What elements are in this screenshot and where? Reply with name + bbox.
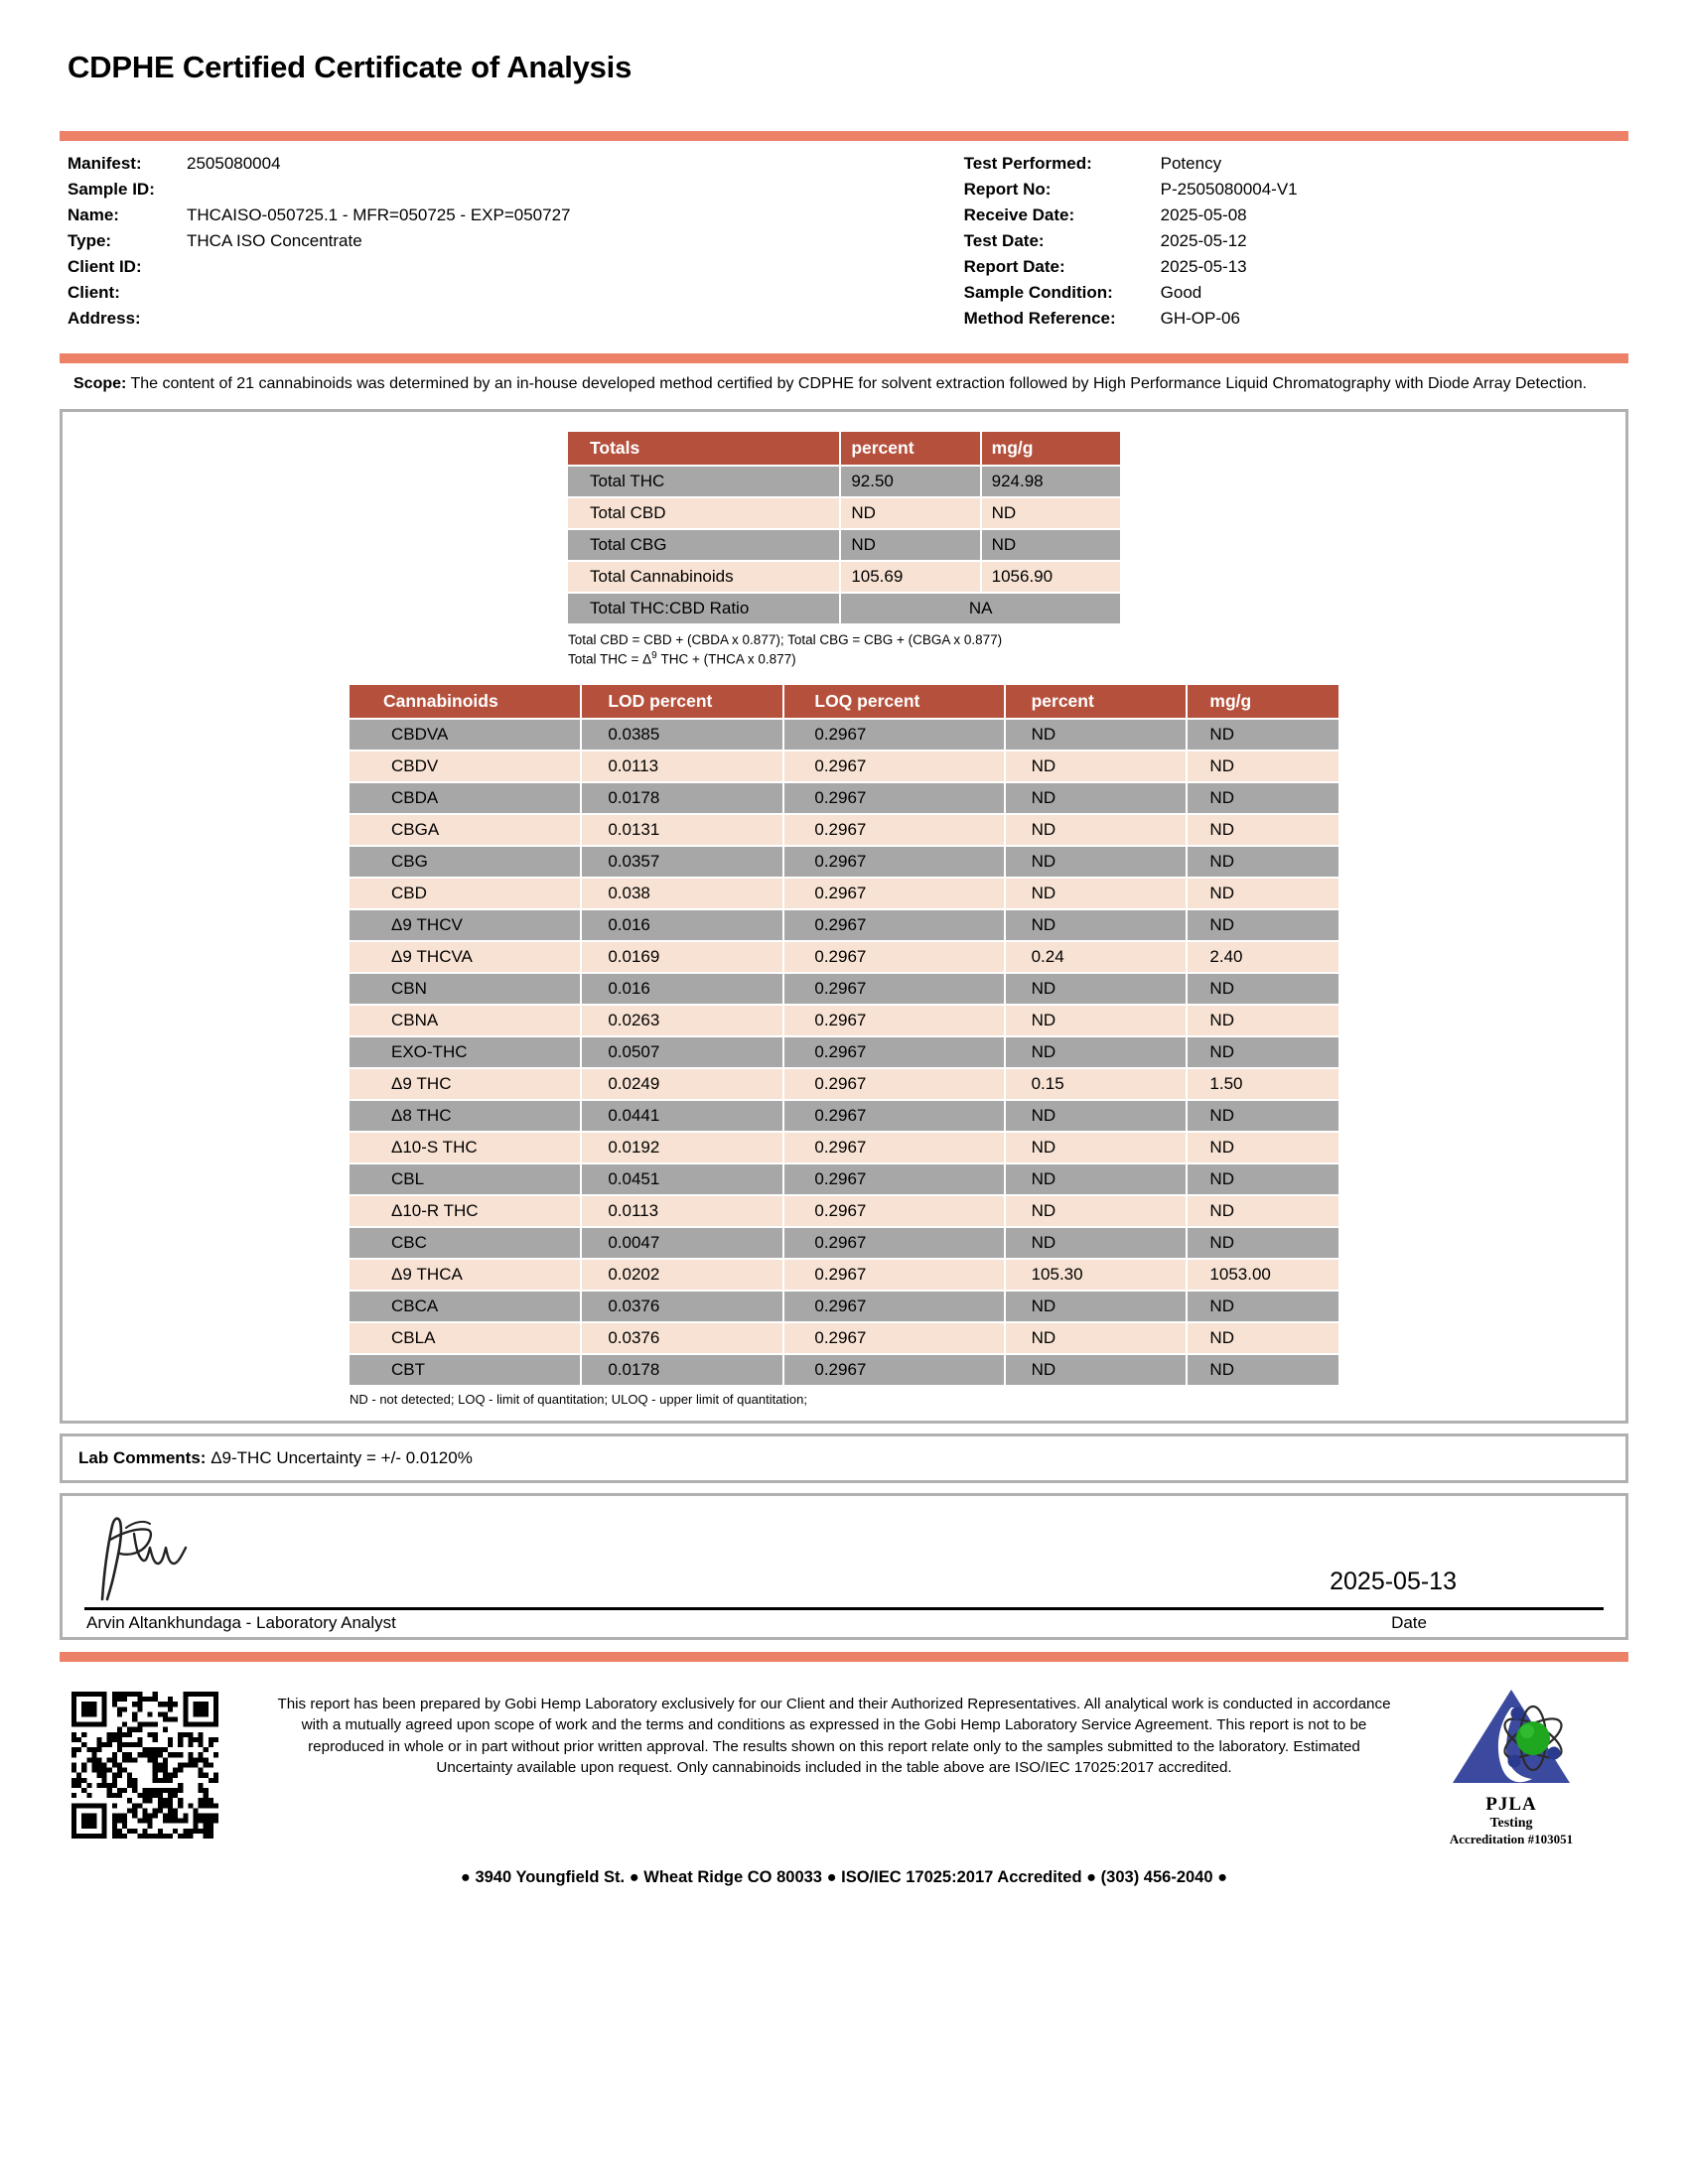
meta-value: Potency [1160,154,1222,173]
table-row [350,1101,1338,1131]
meta-label: Type: [68,231,112,250]
table-row [350,847,1338,877]
cann-cell-lod: 0.0385 [582,720,782,750]
cann-cell-name: CBDV [350,751,580,781]
cann-cell-name: Δ8 THC [350,1101,580,1131]
cann-cell-percent: ND [1006,1323,1187,1353]
meta-value: THCAISO-050725.1 - MFR=050725 - EXP=050727 [187,205,571,224]
meta-label: Receive Date: [963,205,1075,224]
qr-code[interactable] [71,1692,218,1839]
cann-cell-mgg: ND [1188,1323,1338,1353]
cann-cell-name: CBN [350,974,580,1004]
signature-line [84,1607,1604,1610]
meta-row [964,310,1628,327]
totals-table-wrap [566,430,1122,669]
table-row [350,942,1338,972]
table-row [350,1196,1338,1226]
table-row [350,815,1338,845]
cann-cell-loq: 0.2967 [784,1323,1003,1353]
formula-post: THC + (THCA x 0.877) [656,651,796,667]
cann-cell-percent: ND [1006,879,1187,908]
cann-cell-loq: 0.2967 [784,1292,1003,1321]
meta-value: P-2505080004-V1 [1160,180,1298,199]
cann-cell-loq: 0.2967 [784,1006,1003,1035]
footer [60,1684,1628,1862]
totals-cell-percent: 105.69 [841,562,979,592]
cannabinoids-table [348,683,1340,1387]
table-row [350,1164,1338,1194]
cann-cell-mgg: ND [1188,1037,1338,1067]
table-row [350,783,1338,813]
cann-cell-loq: 0.2967 [784,1164,1003,1194]
cann-cell-percent: ND [1006,1006,1187,1035]
cann-cell-mgg: ND [1188,974,1338,1004]
cann-cell-mgg: ND [1188,720,1338,750]
cann-cell-lod: 0.0263 [582,1006,782,1035]
meta-label: Address: [68,309,141,328]
totals-cell-mgg: ND [982,498,1120,528]
cann-cell-loq: 0.2967 [784,1069,1003,1099]
cann-cell-mgg: ND [1188,1006,1338,1035]
meta-row [68,284,942,301]
meta-label: Manifest: [68,154,142,173]
cann-cell-name: CBG [350,847,580,877]
cann-cell-loq: 0.2967 [784,1196,1003,1226]
cann-cell-name: Δ9 THCVA [350,942,580,972]
cann-cell-lod: 0.016 [582,910,782,940]
cann-cell-name: CBDVA [350,720,580,750]
pjla-accreditation-logo [1422,1684,1601,1847]
table-row [350,1323,1338,1353]
cannabinoids-table-wrap [348,683,1340,1407]
cann-cell-mgg: ND [1188,910,1338,940]
cann-cell-mgg: ND [1188,1196,1338,1226]
analyst-name: Arvin Altankhundaga - Laboratory Analyst [86,1612,396,1632]
meta-value: Good [1160,283,1202,302]
cann-col-lod: LOD percent [582,685,782,718]
meta-label: Report Date: [963,257,1065,276]
lab-comments-label: Lab Comments: [78,1447,207,1467]
cann-cell-name: CBCA [350,1292,580,1321]
meta-label: Test Date: [963,231,1045,250]
meta-value: 2025-05-13 [1160,257,1247,276]
cann-cell-loq: 0.2967 [784,1228,1003,1258]
table-row [350,751,1338,781]
pjla-accreditation-number: Accreditation #103051 [1449,1831,1574,1846]
table-row [350,910,1338,940]
cann-cell-loq: 0.2967 [784,1133,1003,1162]
cann-cell-loq: 0.2967 [784,751,1003,781]
totals-col-mgg: mg/g [982,432,1120,465]
totals-cell-mgg: 1056.90 [982,562,1120,592]
totals-cell-percent: ND [841,498,979,528]
table-row [350,879,1338,908]
cann-cell-loq: 0.2967 [784,1101,1003,1131]
cann-cell-lod: 0.0451 [582,1164,782,1194]
table-row [350,1069,1338,1099]
table-row-ratio [568,594,1120,623]
formula-line-1: Total CBD = CBD + (CBDA x 0.877); Total CBG = CBG + (CBGA x 0.877) [568,631,1003,647]
cann-cell-name: Δ9 THCV [350,910,580,940]
table-row [568,562,1120,592]
signature-image [90,1504,239,1613]
cann-cell-mgg: 1053.00 [1188,1260,1338,1290]
ratio-value: NA [841,594,1120,623]
cann-cell-mgg: ND [1188,815,1338,845]
signature-box [60,1493,1628,1640]
cann-cell-mgg: ND [1188,1292,1338,1321]
table-row [350,1260,1338,1290]
table-row [568,530,1120,560]
cann-cell-loq: 0.2967 [784,1037,1003,1067]
cann-cell-lod: 0.0178 [582,783,782,813]
cann-cell-name: Δ10-S THC [350,1133,580,1162]
cann-col-name: Cannabinoids [350,685,580,718]
cann-cell-mgg: ND [1188,847,1338,877]
table-row [350,1133,1338,1162]
totals-cell-percent: ND [841,530,979,560]
cann-cell-mgg: ND [1188,1164,1338,1194]
cann-cell-lod: 0.0202 [582,1260,782,1290]
table-row [350,1228,1338,1258]
meta-row [964,284,1628,301]
sample-info-left [60,155,942,336]
cann-cell-mgg: ND [1188,879,1338,908]
cann-cell-mgg: ND [1188,1228,1338,1258]
cann-cell-name: EXO-THC [350,1037,580,1067]
results-container [60,409,1628,1424]
cann-cell-name: CBT [350,1355,580,1385]
meta-label: Sample ID: [68,180,155,199]
meta-label: Report No: [963,180,1052,199]
meta-row [68,258,942,275]
cann-cell-percent: ND [1006,1355,1187,1385]
totals-cell-name: Total Cannabinoids [568,562,839,592]
cann-cell-lod: 0.0113 [582,1196,782,1226]
totals-cell-name: Total THC [568,467,839,496]
totals-formula [568,631,1122,669]
meta-label: Name: [68,205,119,224]
cann-cell-percent: ND [1006,1292,1187,1321]
cann-cell-percent: ND [1006,815,1187,845]
divider-bottom [60,1652,1628,1662]
meta-row [964,206,1628,223]
cann-cell-loq: 0.2967 [784,974,1003,1004]
meta-row [964,232,1628,249]
cann-cell-percent: ND [1006,720,1187,750]
cann-cell-loq: 0.2967 [784,815,1003,845]
cann-cell-name: CBNA [350,1006,580,1035]
table-row [568,498,1120,528]
cann-cell-loq: 0.2967 [784,847,1003,877]
cann-cell-loq: 0.2967 [784,1260,1003,1290]
signature-date: 2025-05-13 [1330,1567,1457,1595]
totals-col-percent: percent [841,432,979,465]
footer-address: ● 3940 Youngfield St. ● Wheat Ridge CO 80033 ● ISO/IEC 17025:2017 Accredited ● (303) 456-2040 ● [460,1867,1228,1886]
formula-line-2 [568,649,1122,669]
cann-cell-name: Δ9 THCA [350,1260,580,1290]
cann-cell-lod: 0.0192 [582,1133,782,1162]
cann-cell-loq: 0.2967 [784,942,1003,972]
cann-cell-lod: 0.0047 [582,1228,782,1258]
cann-cell-lod: 0.0249 [582,1069,782,1099]
lab-comments-box [60,1433,1628,1483]
cann-cell-percent: ND [1006,910,1187,940]
cann-cell-name: CBDA [350,783,580,813]
cann-cell-loq: 0.2967 [784,879,1003,908]
cann-cell-lod: 0.0507 [582,1037,782,1067]
divider-middle [60,353,1628,363]
cann-cell-mgg: ND [1188,783,1338,813]
lab-comments-text: Δ9-THC Uncertainty = +/- 0.0120% [206,1447,473,1467]
totals-cell-mgg: ND [982,530,1120,560]
meta-row [68,206,942,223]
cann-cell-lod: 0.0169 [582,942,782,972]
pjla-name: PJLA [1485,1793,1537,1815]
cann-cell-name: CBGA [350,815,580,845]
cann-cell-percent: ND [1006,751,1187,781]
scope-label: Scope: [73,375,127,392]
totals-cell-name: Total CBG [568,530,839,560]
cann-cell-percent: 0.15 [1006,1069,1187,1099]
ratio-label: Total THC:CBD Ratio [568,594,839,623]
sample-info-block [60,141,1628,345]
totals-cell-name: Total CBD [568,498,839,528]
scope-paragraph [60,363,1628,401]
cann-cell-percent: ND [1006,1037,1187,1067]
cann-cell-name: CBL [350,1164,580,1194]
meta-label: Client ID: [68,257,142,276]
cann-cell-name: CBD [350,879,580,908]
cann-cell-lod: 0.0357 [582,847,782,877]
meta-row [68,232,942,249]
meta-row [68,310,942,327]
cann-cell-lod: 0.0441 [582,1101,782,1131]
table-row [350,1355,1338,1385]
meta-value: THCA ISO Concentrate [187,231,362,250]
totals-cell-mgg: 924.98 [982,467,1120,496]
date-label: Date [1391,1612,1427,1632]
cann-cell-percent: ND [1006,1228,1187,1258]
totals-header-row [568,432,1120,465]
cann-cell-percent: ND [1006,974,1187,1004]
cann-cell-lod: 0.016 [582,974,782,1004]
totals-table [566,430,1122,625]
cann-cell-percent: ND [1006,1164,1187,1194]
cann-col-mgg: mg/g [1188,685,1338,718]
meta-value: 2505080004 [187,154,281,173]
cann-cell-lod: 0.038 [582,879,782,908]
footer-disclaimer: This report has been prepared by Gobi Hemp Laboratory exclusively for our Client and their Authorized Representatives. All analytical work is conducted in accordance with a mutually agreed upon scope of work and the terms and conditions as expressed in the Gobi Hemp Laboratory Service Agreement. This report is not to be reproduced in whole or in part without prior written approval. The results shown on this report relate only to the samples submitted to the laboratory. Estimated Uncertainty available upon request. Only cannabinoids included in the table above are ISO/IEC 17025:2017 accredited. [277,1695,1391,1777]
cann-cell-percent: ND [1006,1196,1187,1226]
cann-cell-mgg: ND [1188,1133,1338,1162]
totals-col-name: Totals [568,432,839,465]
meta-row [68,181,942,198]
cann-cell-percent: ND [1006,1101,1187,1131]
cann-cell-percent: 0.24 [1006,942,1187,972]
cann-cell-percent: ND [1006,783,1187,813]
cann-cell-lod: 0.0131 [582,815,782,845]
meta-value: 2025-05-08 [1160,205,1247,224]
meta-label: Test Performed: [963,154,1092,173]
cannabinoids-header-row [350,685,1338,718]
cann-cell-loq: 0.2967 [784,783,1003,813]
cann-cell-loq: 0.2967 [784,910,1003,940]
meta-label: Method Reference: [963,309,1116,328]
cann-cell-name: CBLA [350,1323,580,1353]
cann-cell-mgg: 2.40 [1188,942,1338,972]
cann-cell-lod: 0.0178 [582,1355,782,1385]
scope-text: The content of 21 cannabinoids was determined by an in-house developed method certified by CDPHE for solvent extraction followed by High Performance Liquid Chromatography with Diode Array Detection. [126,375,1588,392]
cann-cell-mgg: ND [1188,751,1338,781]
cann-cell-name: CBC [350,1228,580,1258]
cann-col-pct: percent [1006,685,1187,718]
cann-cell-lod: 0.0376 [582,1323,782,1353]
formula-sup: 9 [651,649,657,661]
page-title: CDPHE Certified Certificate of Analysis [68,50,633,84]
table-row [350,1292,1338,1321]
table-row [350,974,1338,1004]
pjla-testing-label: Testing [1489,1815,1533,1831]
sample-info-right [942,155,1628,336]
table-row [350,720,1338,750]
meta-label: Client: [68,283,120,302]
cann-cell-name: Δ10-R THC [350,1196,580,1226]
meta-label: Sample Condition: [963,283,1113,302]
cann-cell-percent: 105.30 [1006,1260,1187,1290]
divider-top [60,131,1628,141]
cann-cell-percent: ND [1006,847,1187,877]
cann-cell-percent: ND [1006,1133,1187,1162]
cann-cell-lod: 0.0376 [582,1292,782,1321]
cann-cell-loq: 0.2967 [784,1355,1003,1385]
meta-row [68,155,942,172]
cann-cell-mgg: ND [1188,1101,1338,1131]
meta-value: GH-OP-06 [1160,309,1240,328]
meta-row [964,181,1628,198]
pjla-emblem-icon [1447,1684,1576,1791]
table-row [350,1037,1338,1067]
cann-cell-mgg: ND [1188,1355,1338,1385]
table-row [350,1006,1338,1035]
cann-cell-loq: 0.2967 [784,720,1003,750]
cann-col-loq: LOQ percent [784,685,1003,718]
meta-value: 2025-05-12 [1160,231,1247,250]
formula-pre: Total THC = Δ [568,651,652,667]
totals-cell-percent: 92.50 [841,467,979,496]
cann-cell-name: Δ9 THC [350,1069,580,1099]
meta-row [964,155,1628,172]
meta-row [964,258,1628,275]
cann-cell-lod: 0.0113 [582,751,782,781]
table-row [568,467,1120,496]
cannabinoids-table-note: ND - not detected; LOQ - limit of quantitation; ULOQ - upper limit of quantitation; [350,1391,807,1407]
cann-cell-mgg: 1.50 [1188,1069,1338,1099]
